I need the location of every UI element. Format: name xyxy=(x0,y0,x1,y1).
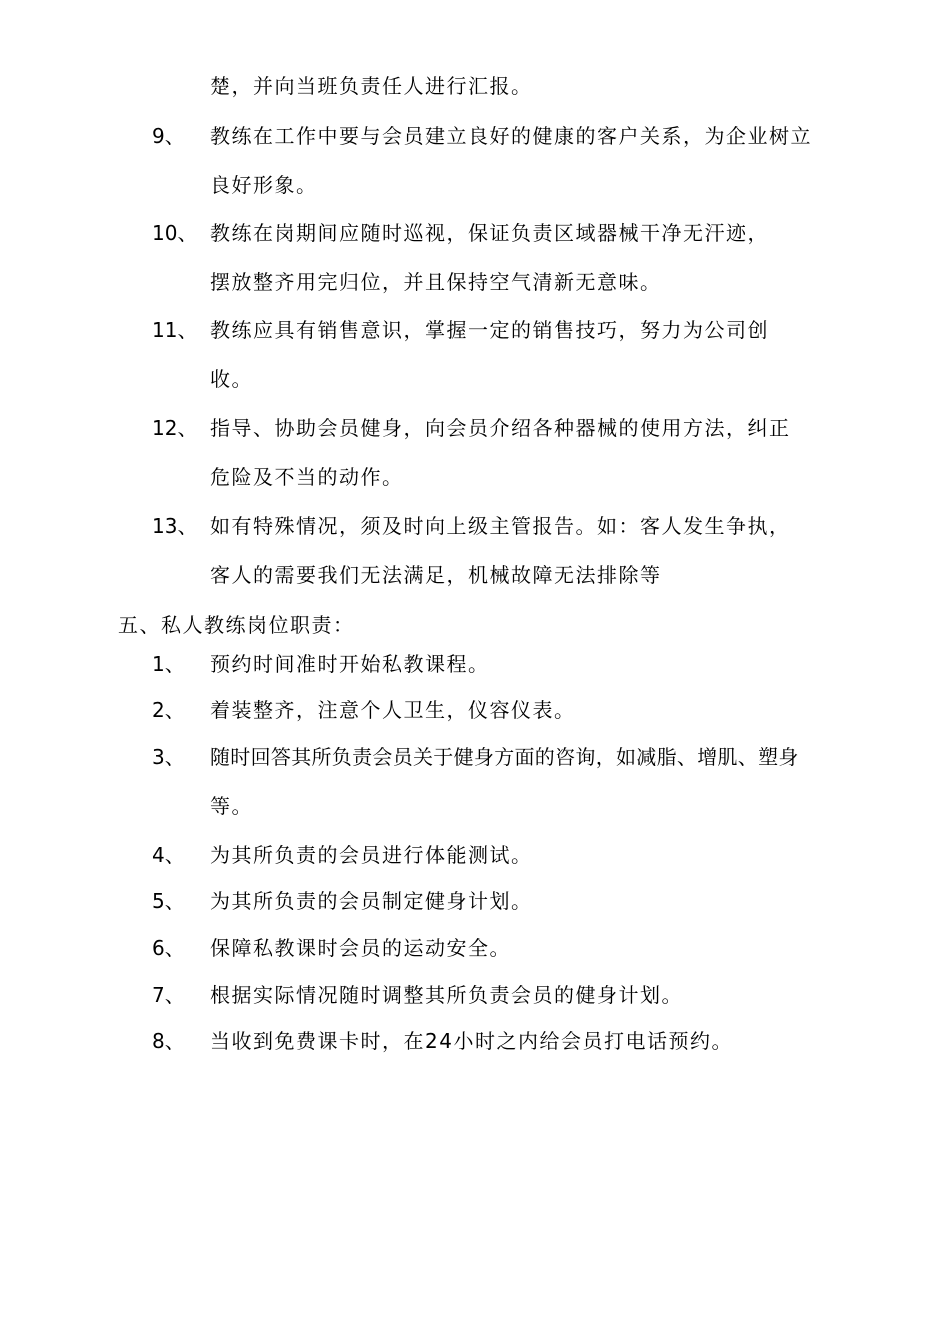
item-number: 13、 xyxy=(152,514,198,538)
item-text: 教练在岗期间应随时巡视，保证负责区域器械干净无汗迹， xyxy=(210,221,769,245)
item-text: 危险及不当的动作。 xyxy=(210,465,404,489)
item-text: 着装整齐，注意个人卫生，仪容仪表。 xyxy=(210,698,576,722)
item-text: 收。 xyxy=(210,367,253,391)
item-text: 良好形象。 xyxy=(210,173,318,197)
item-text: 保障私教课时会员的运动安全。 xyxy=(210,936,511,960)
item-text: 为其所负责的会员制定健身计划。 xyxy=(210,889,533,913)
item-text: 教练应具有销售意识，掌握一定的销售技巧，努力为公司创 xyxy=(210,318,769,342)
item-number: 7、 xyxy=(152,983,185,1007)
item-text: 摆放整齐用完归位，并且保持空气清新无意味。 xyxy=(210,270,662,294)
item-text: 随时回答其所负责会员关于健身方面的咨询，如减脂、增肌、塑身 xyxy=(210,745,799,769)
item-text: 为其所负责的会员进行体能测试。 xyxy=(210,843,533,867)
item-number: 4、 xyxy=(152,843,185,867)
item-text: 教练在工作中要与会员建立良好的健康的客户关系，为企业树立 xyxy=(210,124,812,148)
item-text: 客人的需要我们无法满足，机械故障无法排除等 xyxy=(210,563,662,587)
item-number: 1、 xyxy=(152,652,185,676)
item-number: 11、 xyxy=(152,318,198,342)
item-number: 10、 xyxy=(152,221,198,245)
item-text: 指导、协助会员健身，向会员介绍各种器械的使用方法，纠正 xyxy=(210,416,791,440)
item-number: 8、 xyxy=(152,1029,185,1053)
item-number: 9、 xyxy=(152,124,185,148)
item-number: 5、 xyxy=(152,889,185,913)
item-text: 根据实际情况随时调整其所负责会员的健身计划。 xyxy=(210,983,683,1007)
item-number: 2、 xyxy=(152,698,185,722)
continuation-line: 楚，并向当班负责任人进行汇报。 xyxy=(210,74,533,98)
item-text: 预约时间准时开始私教课程。 xyxy=(210,652,490,676)
item-text: 如有特殊情况，须及时向上级主管报告。如：客人发生争执， xyxy=(210,514,791,538)
item-number: 6、 xyxy=(152,936,185,960)
item-number: 3、 xyxy=(152,745,185,769)
item-text: 等。 xyxy=(210,794,253,818)
item-text: 当收到免费课卡时，在24小时之内给会员打电话预约。 xyxy=(210,1029,733,1053)
item-number: 12、 xyxy=(152,416,198,440)
section-heading: 五、私人教练岗位职责： xyxy=(118,613,355,637)
